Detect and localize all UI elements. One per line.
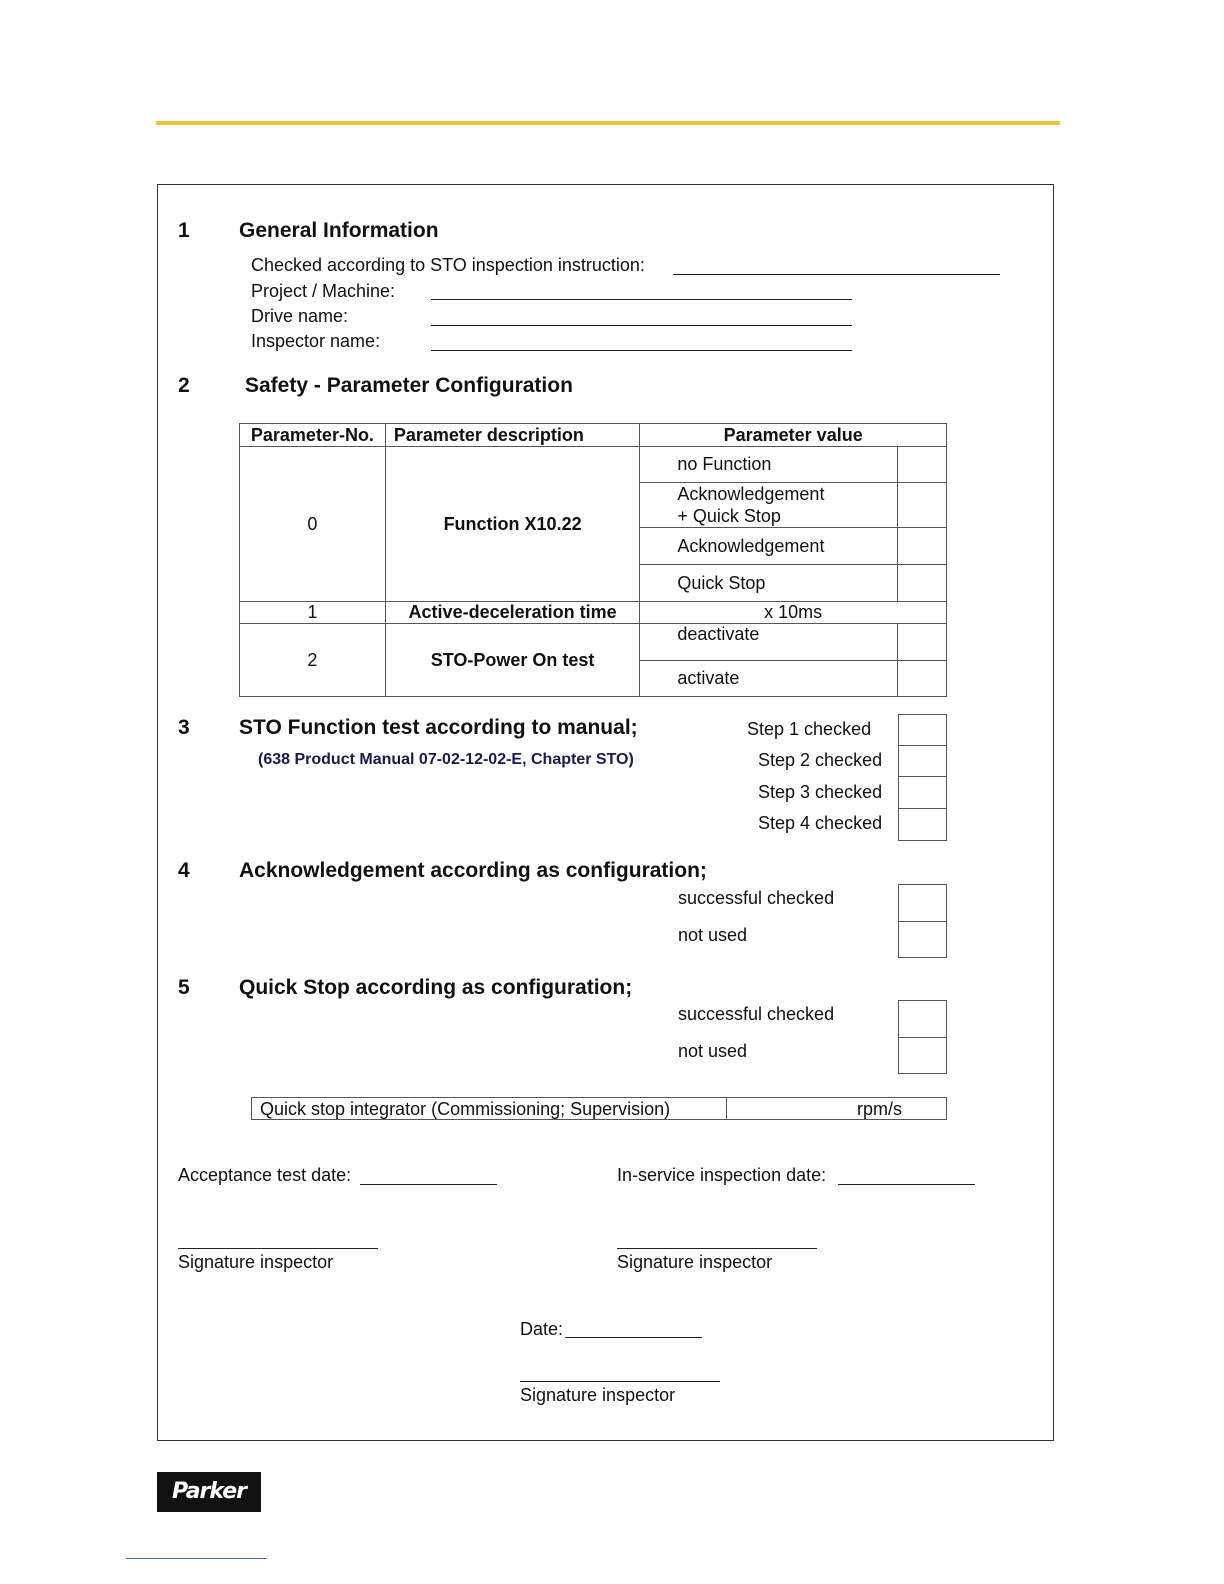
- param-1-no: 1: [240, 602, 386, 624]
- value-ack-quickstop-checkbox[interactable]: [898, 483, 947, 528]
- signature-line-bottom[interactable]: [520, 1381, 720, 1382]
- table-row: [240, 447, 947, 483]
- header-param-no: Parameter-No.: [240, 424, 386, 447]
- value-quick-stop: Quick Stop: [640, 565, 898, 602]
- project-field[interactable]: [431, 299, 852, 300]
- quick-stop-divider: [726, 1097, 727, 1120]
- qs-not-used-label: not used: [678, 1041, 748, 1061]
- value-ack-quickstop-line1: Acknowledgement: [677, 484, 825, 504]
- section-1-title: General Information: [239, 219, 439, 242]
- param-1-desc: Active-deceleration time: [385, 602, 640, 624]
- manual-reference: (638 Product Manual 07-02-12-02-E, Chapter STO): [258, 751, 634, 768]
- qs-not-used-checkbox[interactable]: [898, 1037, 947, 1074]
- table-row: [240, 624, 947, 661]
- step-3-label: Step 3 checked: [758, 782, 883, 802]
- ack-not-used-label: not used: [678, 925, 748, 945]
- value-activate: activate: [640, 661, 898, 697]
- table-row: [240, 602, 947, 624]
- step-4-label: Step 4 checked: [758, 813, 883, 833]
- ack-not-used-checkbox[interactable]: [898, 921, 947, 958]
- step-4-checkbox[interactable]: [898, 808, 947, 841]
- header-param-desc: Parameter description: [385, 424, 640, 447]
- param-1-value[interactable]: x 10ms: [640, 602, 947, 624]
- value-acknowledgement: Acknowledgement: [640, 528, 898, 565]
- ack-successful-checkbox[interactable]: [898, 884, 947, 922]
- parker-logo: Parker: [157, 1472, 261, 1512]
- qs-successful-checkbox[interactable]: [898, 1000, 947, 1038]
- signature-line-left[interactable]: [178, 1248, 378, 1249]
- date-field[interactable]: [565, 1337, 702, 1338]
- signature-left-label: Signature inspector: [178, 1252, 334, 1272]
- qs-successful-label: successful checked: [678, 1004, 835, 1024]
- project-label: Project / Machine:: [251, 281, 396, 301]
- footer-link-line: [126, 1558, 267, 1559]
- value-no-function: no Function: [640, 447, 898, 483]
- parameter-table: [239, 423, 947, 697]
- checked-label: Checked according to STO inspection instruction:: [251, 255, 645, 275]
- inspector-field[interactable]: [431, 350, 852, 351]
- param-0-desc: Function X10.22: [385, 447, 640, 602]
- section-2-number: 2: [178, 374, 190, 397]
- section-3-title: STO Function test according to manual;: [239, 716, 638, 739]
- quick-stop-integrator-label: Quick stop integrator (Commissioning; Supervision): [260, 1099, 671, 1119]
- section-3-number: 3: [178, 716, 190, 739]
- drive-field[interactable]: [431, 325, 852, 326]
- signature-line-right[interactable]: [617, 1248, 817, 1249]
- inservice-date-label: In-service inspection date:: [617, 1165, 827, 1185]
- signature-bottom-label: Signature inspector: [520, 1385, 676, 1405]
- value-deactivate: deactivate: [640, 624, 898, 661]
- drive-label: Drive name:: [251, 306, 349, 326]
- value-ack-quickstop-line2: + Quick Stop: [677, 506, 781, 526]
- signature-right-label: Signature inspector: [617, 1252, 773, 1272]
- section-1-number: 1: [178, 219, 190, 242]
- value-ack-quickstop: [640, 483, 898, 528]
- section-4-title: Acknowledgement according as configuration;: [239, 859, 707, 882]
- date-label: Date:: [520, 1319, 564, 1339]
- checked-field[interactable]: [673, 274, 1000, 275]
- value-no-function-checkbox[interactable]: [898, 447, 947, 483]
- value-acknowledgement-checkbox[interactable]: [898, 528, 947, 565]
- header-param-value: Parameter value: [640, 424, 947, 447]
- section-5-title: Quick Stop according as configuration;: [239, 976, 633, 999]
- inspector-label: Inspector name:: [251, 331, 381, 351]
- param-0-no: 0: [240, 447, 386, 602]
- value-quick-stop-checkbox[interactable]: [898, 565, 947, 602]
- step-1-checkbox[interactable]: [898, 714, 947, 746]
- step-2-label: Step 2 checked: [758, 750, 883, 770]
- param-2-no: 2: [240, 624, 386, 697]
- header-rule: [156, 121, 1060, 125]
- ack-successful-label: successful checked: [678, 888, 835, 908]
- acceptance-date-label: Acceptance test date:: [178, 1165, 352, 1185]
- quick-stop-unit[interactable]: rpm/s: [857, 1099, 902, 1119]
- table-header-row: [240, 424, 947, 447]
- step-1-label: Step 1 checked: [747, 719, 872, 739]
- inservice-date-field[interactable]: [838, 1184, 975, 1185]
- acceptance-date-field[interactable]: [360, 1184, 497, 1185]
- section-5-number: 5: [178, 976, 190, 999]
- value-activate-checkbox[interactable]: [898, 661, 947, 697]
- section-2-title: Safety - Parameter Configuration: [245, 374, 573, 397]
- param-2-desc: STO-Power On test: [385, 624, 640, 697]
- step-3-checkbox[interactable]: [898, 776, 947, 809]
- value-deactivate-checkbox[interactable]: [898, 624, 947, 661]
- step-2-checkbox[interactable]: [898, 745, 947, 777]
- section-4-number: 4: [178, 859, 190, 882]
